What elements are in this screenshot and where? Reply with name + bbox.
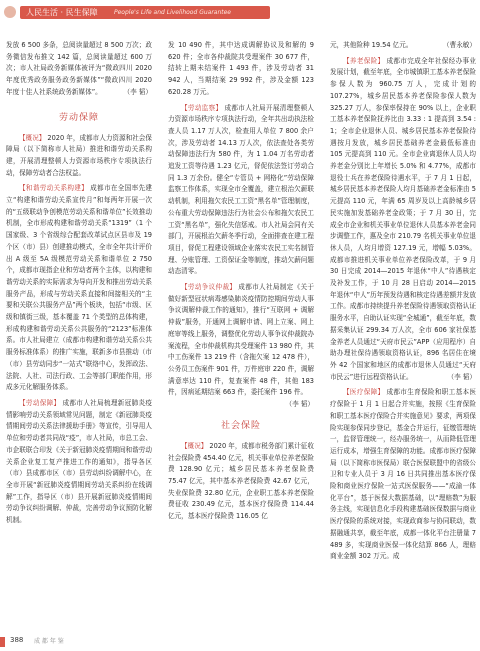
section-title: 人民生活 · 民生保障 [26, 8, 98, 17]
author-signature: （曹永敏） [443, 41, 476, 49]
paragraph: 【养老保险】 成都市完成全年社保经办事业发展计划，截至年底，全市城镇职工基本养老保险参保人数为 960.75 万人，完成计划的 107.27%，城乡居民基本养老保险参保人数为 325.27 万人，参保率保持在 90% 以上，企业职工基本养老保险抚养比由 3.33 : 1 提高到 3.54 : 1；全市企业退休人员、城乡居民基本养老保险待遇按月发放，城乡居民基础养老金最低标准由 105 元提高到 110 元。全市企业离退休人员人均养老金分别比上年增长 5.0% 和 4.77%，成都市退役士兵在养老保险待遇水平，于 7 月 1 日起，城乡居民基本养老保险人均月基础养老金标准由 5 元提高 110 元，年满 65 周岁及以上高龄城乡居民实施加发基础养老金政策；于 7 月 30 日，完成全市企业和机关事业单位退休人员基本养老金同步调整工作，惠及全市 210.79 名机关事业单位退休人员，人均月增资 127.19 元，增幅 5.03%。成都市推进机关事业单位养老保险改革，于 9 月 30 日完成 2014—2015 年退休“中人”待遇核定及补发工作，于 10 月 28 日启动 2014—2015 年退休“中人”历年预发待遇和核定待遇差额并发放工作。成都市持续提升养老保险待遇领取资格认证服务水平，自助认证实现“全城通”，截至年底，数据采集认证 299.34 万人次，全市 606 家社保基金养老人员通过“天府市民云”APP（应用程序）自助办理社保待遇领取资格认证，896 名居住在境外 42 个国家和地区的成都市退休人员通过“天府市民云”进行远程资格认证。 （李 韬） [330, 56, 476, 384]
paragraph: 【医疗保障】 成都市生育保险和职工基本医疗保险于 1 月 1 日起合并实施，按照《生育保险和职工基本医疗保险合并实施意见》要求，两项保险实现参保同步登记，基金合并运行，征缴管理统一，监督管理统一，经办服务统一，从而降低管理运行成本，增强生育保障的功能。成都市医疗保障局（以下简称市医保局）联合医保联盟中的省级公卫和专业人员于 3 月 16 日共同推出基本医疗保险和商业医疗保险一站式医保服务——“成渝一体化平台”，基于医保大数据基础，以“理赔数”为服务主线，实现信息化手段构建基础医保数据与商业医疗保险的系统对接，实现政商参与协同联动，数据融通共享，截至年底，成都一体化平台注册量 7 489 多，实现商业医保一体化结算 866 人，理赔商业金额 302 万元。成 [330, 388, 476, 561]
paragraph: 【概况】 2020 年，成都市税务部门累计征收社会保险费 454.40 亿元，机关事业单位养老保险费 128.90 亿元；城乡居民基本养老保险费 75.47 亿元，其中基本养老保险费 42.67 亿元，失业保险费 32.80 亿元，企业职工基本养老保险费征收 230.49 亿元，基本医疗保险费 114.44 亿元，基本医疗保险费 116.05 亿 [168, 441, 314, 521]
entry-tag: 【养老保险】 [343, 56, 385, 65]
footer-marker [0, 637, 5, 647]
paragraph: 【概况】 2020 年，成都市人力资源和社会保障局（以下简称市人社局）推进和谐劳动关系构建，开展清理整顿人力资源市场秩序专项执法行动，保障劳动者合法权益。 [6, 133, 152, 177]
page-footer [0, 627, 480, 651]
entry-tag: 【概况】 [19, 133, 46, 142]
entry-tag: 【和谐劳动关系构建】 [19, 184, 89, 193]
text-column-2 [168, 40, 314, 527]
page-number: 388 [10, 636, 24, 644]
paragraph: 发放 6 500 多条，总阅读量超过 8 500 万次；政务微信发布推文 142 篇，总阅读量超过 600 万次；市人社局政务新媒体被评为“微政四川 2020 年度优秀政务服务政务新媒体”“微政四川 2020 年度十佳人社系统政务新媒体”。 （李 韬） [6, 40, 152, 99]
entry-tag: 【医疗保障】 [343, 388, 385, 397]
entry-tag: 【劳动保障】 [19, 398, 61, 407]
paragraph: 【和谐劳动关系构建】 成都市在全国率先建立“构建和谐劳动关系宣传月”和每两年开展一次的“五级联动争创模范劳动关系和谐单位”长效推动机制，全市形成构建和谐劳动关系“1319”（1 个国家级、3 个省级综合配套改革试点区县市及 19 个区（市）县）创建推动模式，全市全年共计评价出 A 级至 5A 级模范劳动关系和谐单位 2 750 个，成都市现指企业和劳动者两个主体，以构建和谐劳动关系的实际需求为导向开发和推出劳动关系服务产品，形成与劳动关系直接和间接相关的“主要和关联公共服务产品”两个板块，包括“市级、区级和镇街三级，基本覆盖 71 个类型的总体构建，形成构建和谐劳动关系公共服务的“2123”标准体系。市人社局建立（成都市构建和谐劳动关系公共服务标准体系）的推广实施，联新多市县推动（市（市）县劳动同步“一站式”联络中心，发挥政法、法院、人社、司法行政、工会等部门职能作用，形成多元化解服务体系。 [6, 184, 153, 392]
author-signature: （李 韬） [285, 400, 314, 409]
page-header [0, 0, 480, 26]
paragraph: 元，其他险种 19.54 亿元。 （曹永敏） [330, 40, 476, 52]
text-column-3 [330, 40, 476, 567]
section-subtitle: People's Life and Livelihood Guarantee [114, 9, 232, 16]
text-column-1 [6, 40, 152, 531]
paragraph: 【劳动保障】 成都市人社局梳理新冠肺炎疫情影响劳动关系领域常见问题，制定《新冠肺炎疫情期间劳动关系法律援助手册》等宣传，引导用人单位和劳动者共同战“疫”，市人社局，市总工会、市企联联合印发《关于新冠肺炎疫情期间和谐劳动关系企业复工复产推进工作的通知》，指导各区（市）县成都市区（市）县劳动纠纷调解中心，在全市开展“新冠肺炎疫情期间劳动关系纠纷在线调解”工作，指导区（市）县开展新冠肺炎疫情期间劳动争议纠纷调解、仲裁，完善劳动争议预防化解机制。 [6, 398, 152, 525]
entry-tag: 【劳动争议仲裁】 [181, 283, 237, 292]
section-heading-labor: 劳动保障 [58, 112, 99, 123]
paragraph: 发 10 490 件，其中达成调解协议及和解的 9 620 件；全市各仲裁院共受理案件 30 677 件，结转上期未结案件 1 493 件，涉及劳动者 31 942 人，当期结案 29 992 件，涉及金额 123 620.28 万元。 [168, 41, 314, 96]
entry-tag: 【劳动监察】 [181, 103, 223, 112]
author-signature: （李 韬） [123, 87, 152, 96]
publication-name: 成 都 年 鉴 [34, 638, 64, 645]
paragraph: 【劳动争议仲裁】 成都市人社局制定《关于做好新型冠状病毒感染肺炎疫情防控期间劳动人事争议调解仲裁工作的通知》，推行“互联网 + 调解仲裁”服务，开通网上调解申请、网上立案、网上庭审等线上服务，调整优化劳动人事争议仲裁院办案流程，全市仲裁机构共受理案件 13 980 件，其中工伤案件 13 219 件（含拖欠案 12 478 件），公务员工伤案件 901 件，万件庭审 220 件，调解满意率达 110 件，复查案件 48 件，其他 183 件，因病延期结案 663 件，委托案件 196 件。 （李 韬） [168, 282, 314, 399]
header-logo-icon [4, 6, 16, 18]
paragraph: 【劳动监察】 成都市人社局开展清理整顿人力资源市场秩序专项执法行动，全年共出动执法检查人员 1.17 万人次，检查用人单位 7 800 余户次，涉及劳动者 14.13 万人次，依法查处各类劳动保障违法行为 580 件，为 1 1.04 万名劳动者追发工资等待遇 1.23 亿元，督促依法签订劳动合同 1.3 万余份。健全“专管员 + 网格化”劳动保障监察工作体系，实现全市全覆盖，建立根治欠薪联动机制，利用拖欠农民工工资“黑名单”管理制度，公布重大劳动保障违法行为社会公布和拖欠农民工工资“黑名单”，强化失信惩戒。市人社局会同有关部门，开展根治欠薪冬季行动，全面排查在建工程项目，督促工程建设领域企业落实农民工实名制管理、分账管理、工资保证金等制度，推动欠薪问题动态清零。 [168, 103, 314, 276]
entry-tag: 【概况】 [181, 441, 208, 450]
section-heading-social-insurance: 社会保险 [220, 420, 261, 431]
author-signature: （李 韬） [447, 372, 476, 381]
